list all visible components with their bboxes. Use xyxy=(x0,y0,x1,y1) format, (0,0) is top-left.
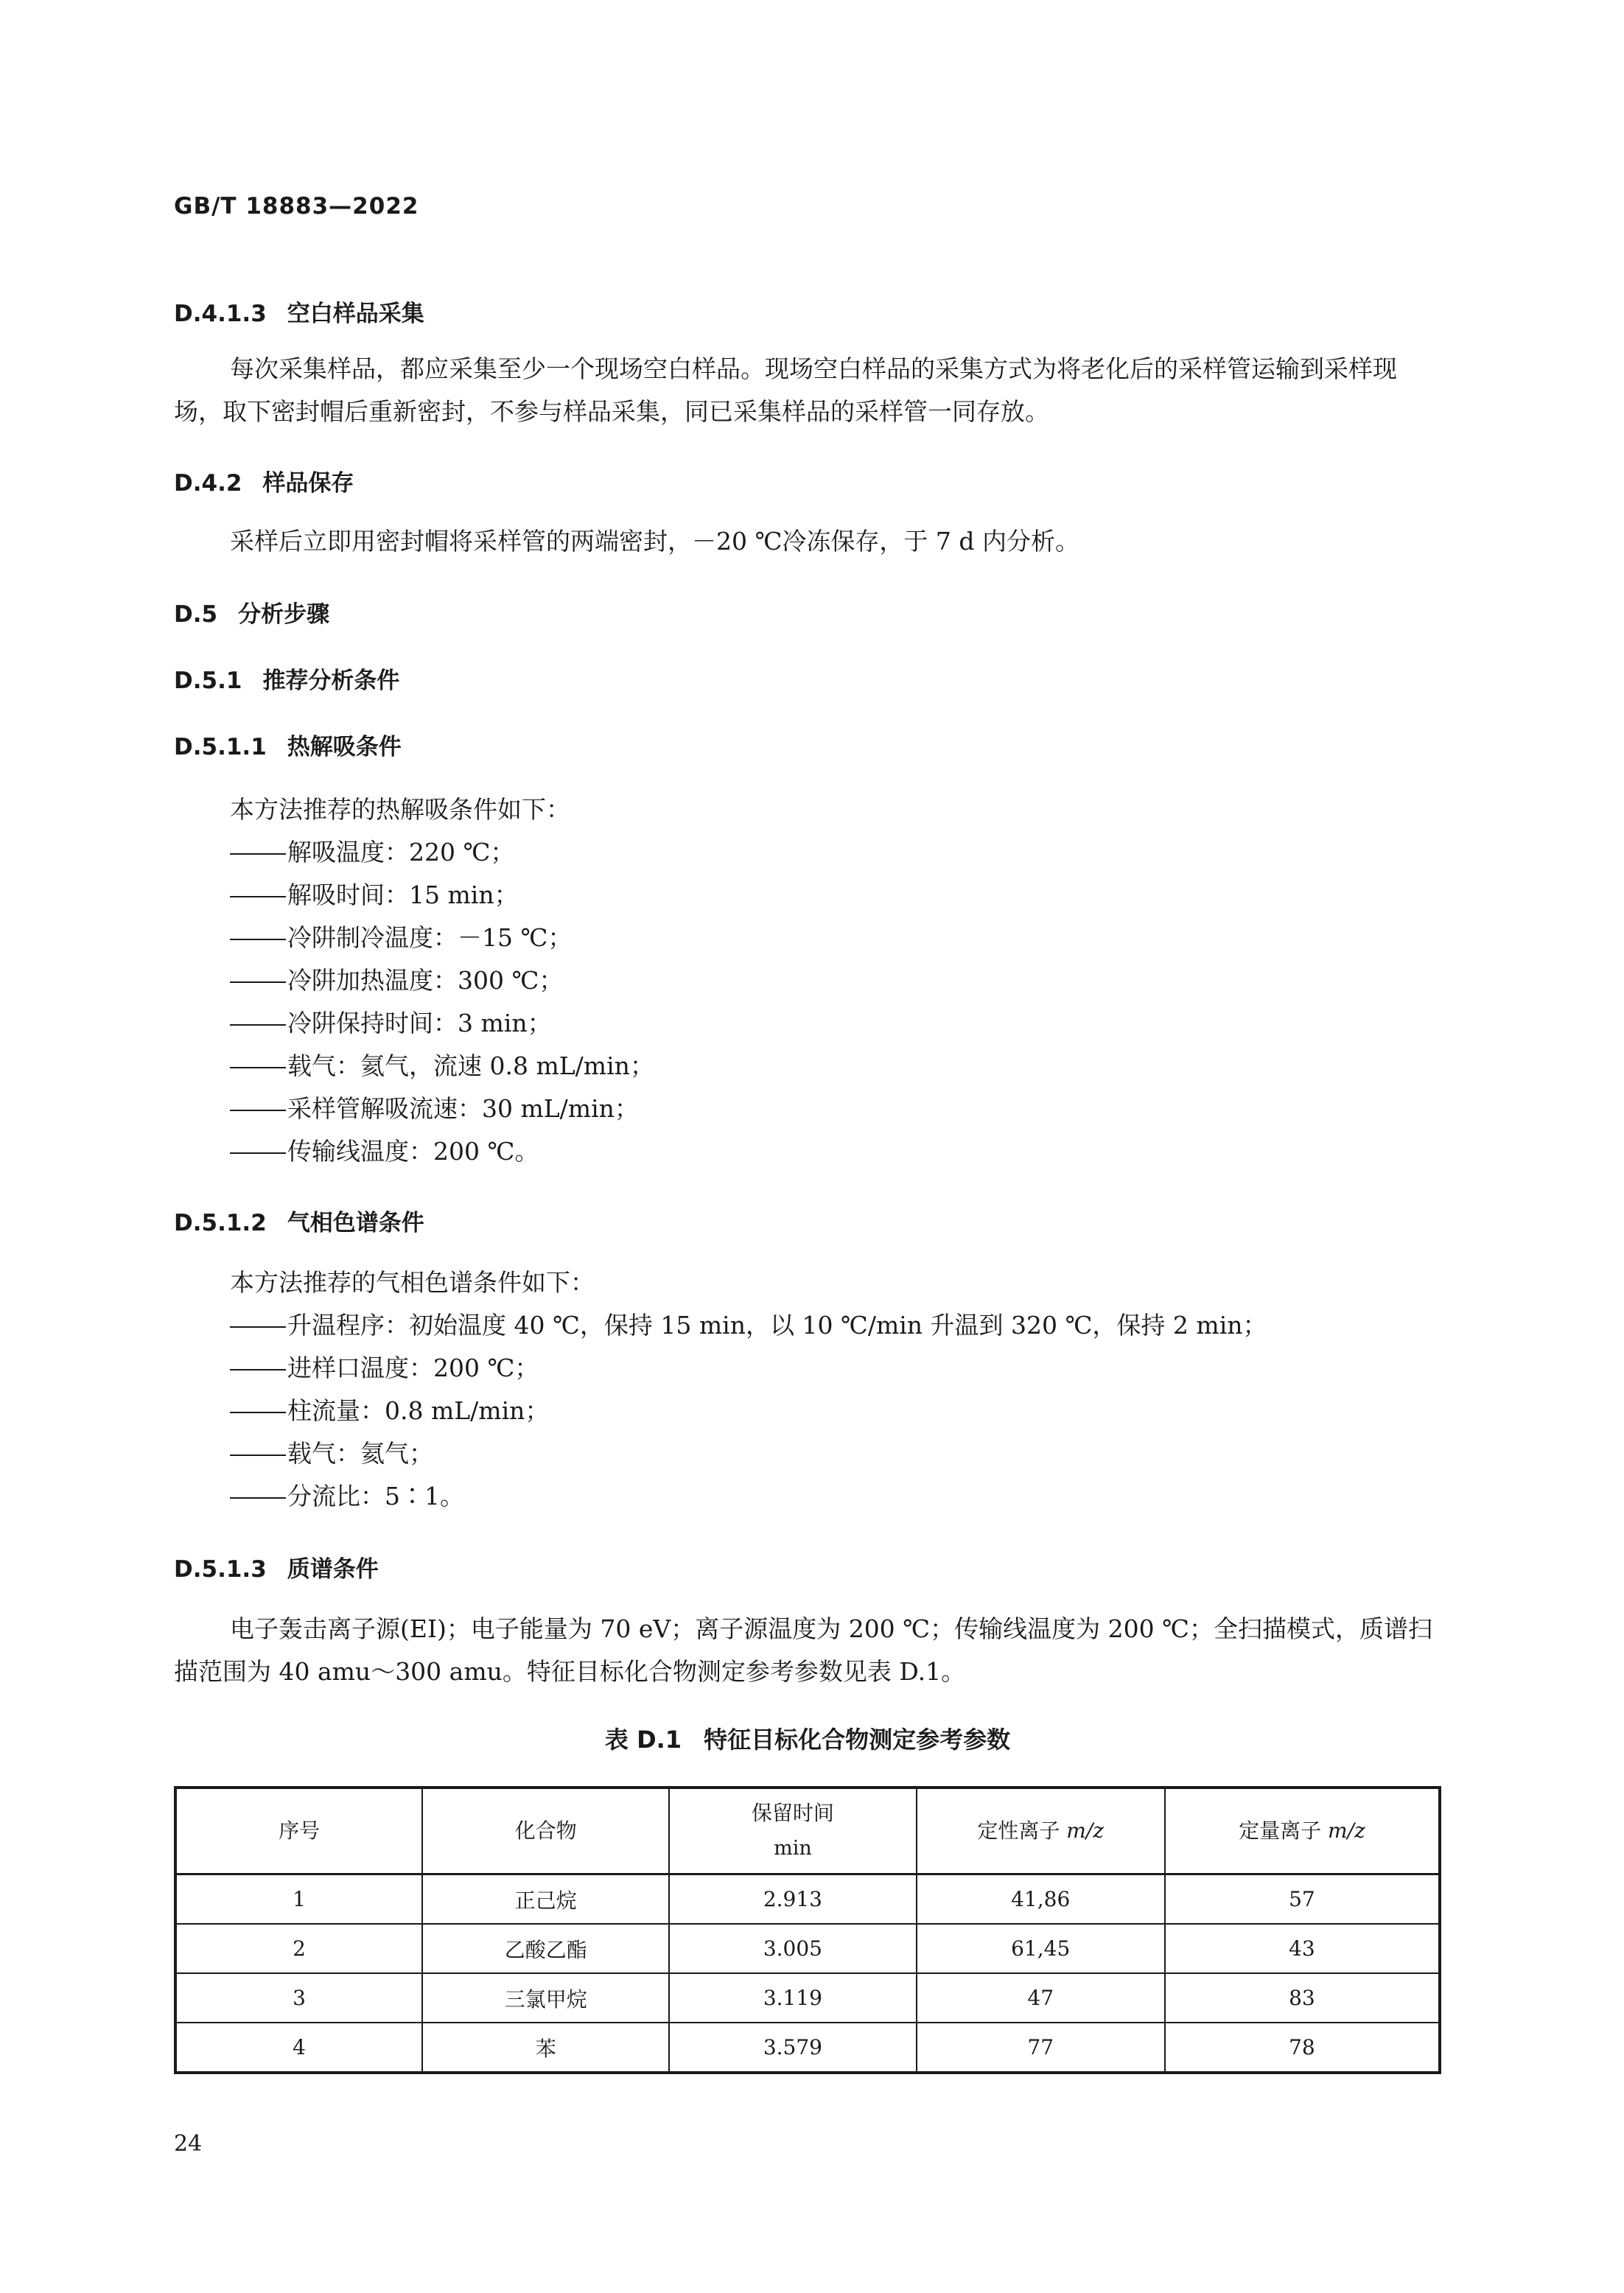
dash-marker xyxy=(230,1497,286,1499)
heading-d51 xyxy=(174,662,399,695)
cell-quantitative-ion: 83 xyxy=(1165,1973,1440,2023)
table-caption-title: 特征目标化合物测定参考参数 xyxy=(704,1726,1011,1754)
heading-title: 推荐分析条件 xyxy=(262,668,400,694)
mz-symbol: m/z xyxy=(1066,1818,1105,1843)
heading-title: 样品保存 xyxy=(262,470,354,497)
dash-marker xyxy=(230,853,286,855)
heading-number: D.4.2 xyxy=(174,470,242,497)
gc-conditions-intro: 本方法推荐的气相色谱条件如下： xyxy=(230,1268,595,1297)
dash-marker xyxy=(230,981,286,983)
heading-title: 分析步骤 xyxy=(238,601,330,628)
table-caption xyxy=(174,1721,1441,1755)
table-header-row xyxy=(175,1788,1440,1874)
dash-marker xyxy=(230,939,286,940)
cell-retention-time: 3.119 xyxy=(669,1973,916,2023)
heading-d413 xyxy=(174,295,424,328)
heading-number: D.5 xyxy=(174,601,218,628)
retention-time-unit: min xyxy=(774,1837,812,1860)
heading-number: D.5.1.2 xyxy=(174,1210,267,1236)
cell-qualitative-ion: 41,86 xyxy=(917,1874,1165,1925)
heading-number: D.5.1 xyxy=(174,668,242,694)
heading-number: D.5.1.3 xyxy=(174,1556,267,1583)
heading-title: 热解吸条件 xyxy=(287,734,402,760)
document-code: GB/T 18883—2022 xyxy=(174,193,419,220)
thermal-desorption-list xyxy=(230,831,654,1173)
dash-marker xyxy=(230,1369,286,1370)
heading-d513 xyxy=(174,1550,379,1583)
dash-marker xyxy=(230,1067,286,1068)
list-item: 载气：氦气，流速 0.8 mL/min； xyxy=(230,1045,654,1088)
cell-index: 3 xyxy=(175,1973,422,2023)
heading-d511 xyxy=(174,728,402,761)
cell-compound: 苯 xyxy=(422,2023,669,2073)
heading-title: 空白样品采集 xyxy=(287,301,424,327)
cell-compound: 乙酸乙酯 xyxy=(422,1924,669,1973)
header-qualitative-ion xyxy=(917,1788,1165,1874)
heading-title: 气相色谱条件 xyxy=(287,1210,424,1236)
page-number: 24 xyxy=(174,2131,203,2157)
ms-conditions-paragraph: 电子轰击离子源(EI)；电子能量为 70 eV；离子源温度为 200 ℃；传输线温度为 200 ℃；全扫描模式，质谱扫描范围为 40 amu～300 amu。特征目标化合物测定参考参数见表 D.1。 xyxy=(174,1614,1432,1686)
gc-conditions-list xyxy=(230,1304,1267,1518)
list-item: 冷阱加热温度：300 ℃； xyxy=(230,959,654,1002)
cell-compound: 正己烷 xyxy=(422,1874,669,1925)
qualitative-ion-label: 定性离子 xyxy=(977,1818,1067,1843)
header-retention-time xyxy=(669,1788,916,1874)
list-item: 解吸时间：15 min； xyxy=(230,874,654,917)
cell-qualitative-ion: 61,45 xyxy=(917,1924,1165,1973)
header-index: 序号 xyxy=(175,1788,422,1874)
list-item: 分流比：5∶1。 xyxy=(230,1475,1267,1518)
cell-index: 1 xyxy=(175,1874,422,1925)
dash-marker xyxy=(230,1024,286,1026)
heading-d42 xyxy=(174,464,354,497)
header-quantitative-ion xyxy=(1165,1788,1440,1874)
list-item: 载气：氦气； xyxy=(230,1432,1267,1475)
list-item: 冷阱制冷温度：－15 ℃； xyxy=(230,917,654,959)
cell-quantitative-ion: 57 xyxy=(1165,1874,1440,1925)
list-item: 柱流量：0.8 mL/min； xyxy=(230,1390,1267,1432)
paragraph-sample-storage: 采样后立即用密封帽将采样管的两端密封，－20 ℃冷冻保存，于 7 d 内分析。 xyxy=(230,527,1079,556)
quantitative-ion-label: 定量离子 xyxy=(1239,1818,1328,1843)
dash-marker xyxy=(230,1152,286,1154)
retention-time-label: 保留时间 xyxy=(751,1801,834,1825)
table-row xyxy=(175,1973,1440,2023)
list-item: 冷阱保持时间：3 min； xyxy=(230,1002,654,1045)
dash-marker xyxy=(230,1110,286,1111)
cell-compound: 三氯甲烷 xyxy=(422,1973,669,2023)
dash-marker xyxy=(230,1412,286,1413)
cell-index: 2 xyxy=(175,1924,422,1973)
compound-parameters-table xyxy=(174,1786,1441,2074)
heading-title: 质谱条件 xyxy=(287,1556,379,1583)
cell-qualitative-ion: 77 xyxy=(917,2023,1165,2073)
dash-marker xyxy=(230,1454,286,1456)
list-item: 采样管解吸流速：30 mL/min； xyxy=(230,1088,654,1130)
dash-marker xyxy=(230,1326,286,1328)
paragraph-blank-sample: 每次采集样品，都应采集至少一个现场空白样品。现场空白样品的采集方式为将老化后的采样管运输到采样现场，取下密封帽后重新密封，不参与样品采集，同已采集样品的采样管一同存放。 xyxy=(174,354,1397,426)
cell-index: 4 xyxy=(175,2023,422,2073)
cell-qualitative-ion: 47 xyxy=(917,1973,1165,2023)
table-row xyxy=(175,1924,1440,1973)
table-row xyxy=(175,1874,1440,1925)
table-row xyxy=(175,2023,1440,2073)
header-compound: 化合物 xyxy=(422,1788,669,1874)
table-caption-number: 表 D.1 xyxy=(604,1726,682,1754)
heading-d5 xyxy=(174,595,329,629)
list-item: 升温程序：初始温度 40 ℃，保持 15 min，以 10 ℃/min 升温到 320 ℃，保持 2 min； xyxy=(230,1304,1267,1347)
cell-retention-time: 3.005 xyxy=(669,1924,916,1973)
list-item: 解吸温度：220 ℃； xyxy=(230,831,654,874)
dash-marker xyxy=(230,896,286,897)
cell-retention-time: 2.913 xyxy=(669,1874,916,1925)
thermal-desorption-intro: 本方法推荐的热解吸条件如下： xyxy=(230,795,570,824)
cell-quantitative-ion: 43 xyxy=(1165,1924,1440,1973)
cell-quantitative-ion: 78 xyxy=(1165,2023,1440,2073)
cell-retention-time: 3.579 xyxy=(669,2023,916,2073)
heading-d512 xyxy=(174,1204,424,1237)
heading-number: D.4.1.3 xyxy=(174,301,267,327)
mz-symbol: m/z xyxy=(1328,1818,1365,1843)
list-item: 进样口温度：200 ℃； xyxy=(230,1347,1267,1390)
heading-number: D.5.1.1 xyxy=(174,734,267,760)
list-item: 传输线温度：200 ℃。 xyxy=(230,1130,654,1173)
